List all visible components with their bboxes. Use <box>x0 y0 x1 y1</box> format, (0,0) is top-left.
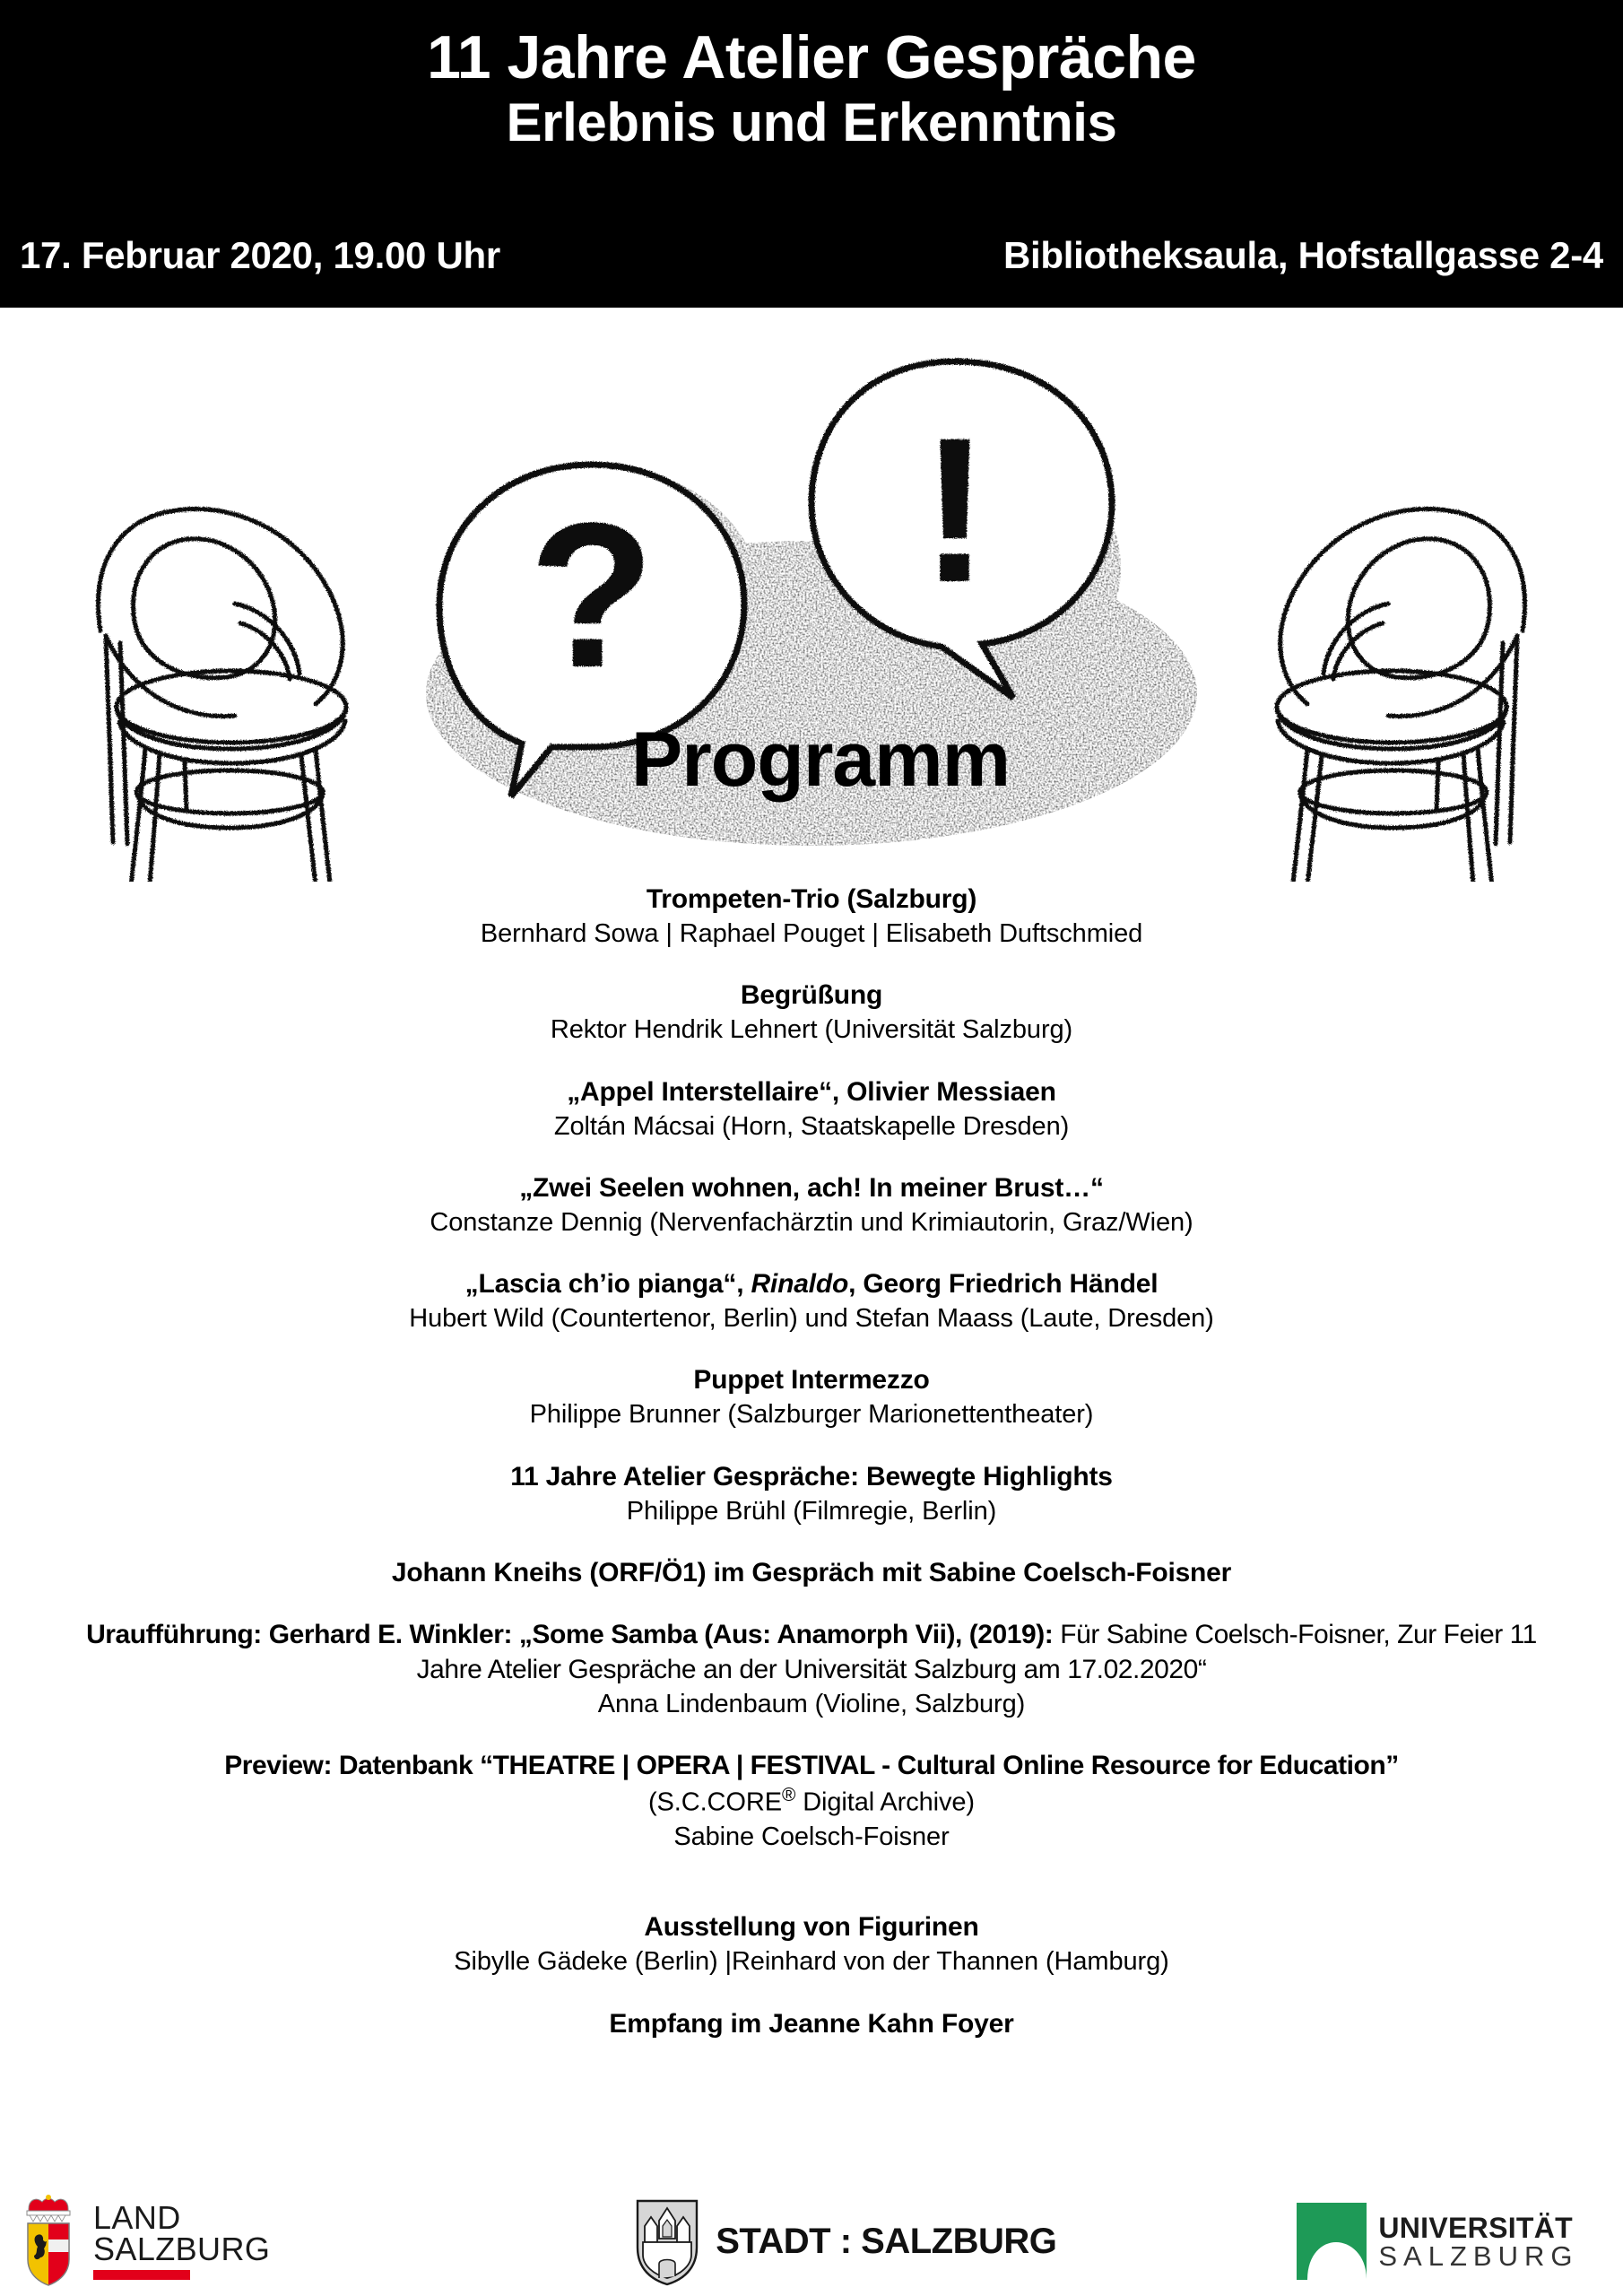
universitaet-salzburg-wordmark <box>1378 2213 1578 2270</box>
program-item-subtitle: Zoltán Mácsai (Horn, Staatskapelle Dresden) <box>553 1111 1070 1141</box>
program-item-preview-datenbank <box>85 1748 1538 1854</box>
program-item-title <box>85 1266 1538 1301</box>
poster-title-line-1: 11 Jahre Atelier Gespräche <box>427 23 1196 91</box>
poster-header <box>0 0 1623 308</box>
program-item-urauffuehrung <box>85 1617 1538 1721</box>
program-item-subtitle: Philippe Brühl (Filmregie, Berlin) <box>626 1496 997 1526</box>
stadt-salzburg-wordmark: STADT : SALZBURG <box>716 2221 1057 2261</box>
program-item-empfang <box>85 2006 1538 2041</box>
title-part-1: „Lascia ch’io pianga“, <box>464 1269 751 1300</box>
program-item-title <box>85 1617 1538 1687</box>
title-part-2: , Georg Friedrich Händel <box>848 1269 1159 1300</box>
program-item-trompeten-trio <box>85 882 1538 951</box>
uni-logo-line-2: SALZBURG <box>1378 2239 1579 2272</box>
program-item-johann-kneihs-gespraech <box>85 1555 1538 1590</box>
registered-trademark-icon: ® <box>781 1785 796 1806</box>
program-item-title: Johann Kneihs (ORF/Ö1) im Gespräch mit Sabine Coelsch-Foisner <box>391 1557 1232 1587</box>
program-item-title: „Zwei Seelen wohnen, ach! In meiner Brust…“ <box>519 1172 1104 1203</box>
logo-universitaet-salzburg <box>1297 2203 1578 2280</box>
program-item-subtitle: Philippe Brunner (Salzburger Marionettentheater) <box>529 1400 1094 1430</box>
program-item-subtitle-presenter: Sabine Coelsch-Foisner <box>673 1822 950 1852</box>
land-logo-line-1: LAND <box>93 2198 181 2236</box>
logo-land-salzburg <box>16 2195 270 2288</box>
program-item-zwei-seelen <box>85 1170 1538 1239</box>
land-salzburg-coat-of-arms-icon <box>16 2195 81 2288</box>
header-meta-row <box>0 234 1623 277</box>
program-item-puppet-intermezzo <box>85 1362 1538 1431</box>
land-logo-line-2: SALZBURG <box>93 2230 271 2267</box>
program-item-subtitle-archive <box>85 1783 1538 1820</box>
program-item-title: Trompeten-Trio (Salzburg) <box>646 884 977 914</box>
program-item-ausstellung-figurinen <box>85 1909 1538 1979</box>
program-item-title: Preview: Datenbank “THEATRE | OPERA | FESTIVAL - Cultural Online Resource for Education” <box>224 1751 1399 1781</box>
stadt-salzburg-fortress-icon <box>632 2196 702 2287</box>
program-item-title: Puppet Intermezzo <box>693 1365 930 1396</box>
chairs-illustration <box>0 308 1623 882</box>
program-item-title: 11 Jahre Atelier Gespräche: Bewegte Highlights <box>510 1461 1113 1492</box>
program-item-lascia-chio-pianga <box>85 1266 1538 1335</box>
programm-heading-text: Programm <box>630 717 1011 803</box>
program-item-subtitle: Anna Lindenbaum (Violine, Salzburg) <box>597 1689 1026 1718</box>
exclamation-mark-glyph: ! <box>920 395 990 625</box>
sponsor-logos-footer <box>0 2187 1623 2296</box>
urauffuehrung-dedication: Für Sabine Coelsch-Foisner, Zur Feier 11 Jahre Atelier Gespräche an der Universität Salzburg am 17.02.2020“ <box>416 1619 1537 1684</box>
program-item-title: „Appel Interstellaire“, Olivier Messiaen <box>567 1076 1056 1107</box>
program-item-subtitle: Bernhard Sowa | Raphael Pouget | Elisabeth Duftschmied <box>480 919 1143 948</box>
program-item-title: Begrüßung <box>740 980 883 1011</box>
sccore-suffix: Digital Archive) <box>795 1787 975 1817</box>
question-mark-glyph: ? <box>528 480 655 710</box>
program-item-begruessung <box>85 978 1538 1047</box>
program-item-subtitle: Constanze Dennig (Nervenfachärztin und Krimiautorin, Graz/Wien) <box>430 1207 1193 1237</box>
chair-left <box>98 509 346 882</box>
chair-right <box>1277 509 1525 882</box>
program-item-subtitle: Sibylle Gädeke (Berlin) |Reinhard von der Thannen (Hamburg) <box>454 1947 1169 1977</box>
universitaet-salzburg-arch-icon <box>1297 2203 1367 2280</box>
program-item-title: Empfang im Jeanne Kahn Foyer <box>609 2008 1014 2039</box>
sccore-prefix: (S.C.CORE <box>648 1787 782 1817</box>
programm-heading <box>0 716 1623 804</box>
header-title-group <box>0 0 1623 153</box>
uni-logo-line-1: UNIVERSITÄT <box>1378 2211 1574 2244</box>
title-opera-name: Rinaldo <box>751 1269 849 1300</box>
event-datetime: 17. Februar 2020, 19.00 Uhr <box>20 234 500 276</box>
land-logo-red-rule <box>93 2270 190 2280</box>
program-item-bewegte-highlights <box>85 1459 1538 1528</box>
logo-stadt-salzburg <box>632 2196 1056 2287</box>
poster-title-line-2: Erlebnis und Erkenntnis <box>506 92 1117 153</box>
program-item-subtitle: Hubert Wild (Countertenor, Berlin) und Stefan Maass (Laute, Dresden) <box>409 1304 1214 1334</box>
program-list <box>0 882 1623 2041</box>
program-item-appel-interstellaire <box>85 1074 1538 1144</box>
event-venue: Bibliotheksaula, Hofstallgasse 2-4 <box>1002 234 1603 276</box>
program-item-subtitle: Rektor Hendrik Lehnert (Universität Salzburg) <box>550 1015 1073 1045</box>
program-item-title: Ausstellung von Figurinen <box>644 1912 979 1943</box>
urauffuehrung-bold-part: Uraufführung: Gerhard E. Winkler: „Some Samba (Aus: Anamorph Vii), (2019): <box>86 1619 1054 1649</box>
land-salzburg-wordmark <box>93 2198 271 2280</box>
